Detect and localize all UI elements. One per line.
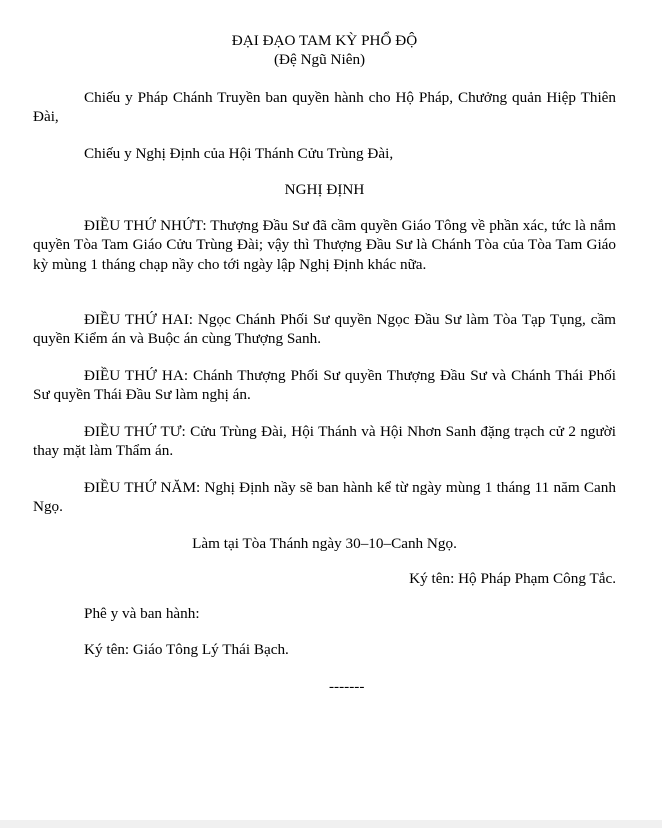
article-1: ĐIỀU THỨ NHỨT: Thượng Đầu Sư đã cầm quyền Giáo Tông về phần xác, tức là nắm quyền Tòa Tam Giáo Cửu Trùng Đài; vậy thì Thượng Đầu Sư là Chánh Tòa của Tòa Tam Giáo kỳ mùng 1 tháng chạp nầy cho tới ngày lập Nghị Định khác nữa. bbox=[33, 217, 616, 273]
signature-ho-phap: Ký tên: Hộ Pháp Phạm Công Tắc. bbox=[409, 570, 616, 587]
decree-heading: NGHỊ ĐỊNH bbox=[284, 181, 365, 198]
article-3: ĐIỀU THỨ HA: Chánh Thượng Phối Sư quyền Thượng Đầu Sư và Chánh Thái Phối Sư quyền Thái Đầu Sư làm nghị án. bbox=[33, 367, 616, 404]
article-2: ĐIỀU THỨ HAI: Ngọc Chánh Phối Sư quyền Ngọc Đầu Sư làm Tòa Tạp Tụng, cầm quyền Kiểm án và Buộc án cùng Thượng Sanh. bbox=[33, 311, 616, 348]
document-subtitle: (Đệ Ngũ Niên) bbox=[274, 51, 366, 68]
article-5: ĐIỀU THỨ NĂM: Nghị Định nầy sẽ ban hành kể từ ngày mùng 1 tháng 11 năm Canh Ngọ. bbox=[33, 479, 616, 516]
place-date: Làm tại Tòa Thánh ngày 30–10–Canh Ngọ. bbox=[192, 535, 457, 552]
article-4: ĐIỀU THỨ TƯ: Cửu Trùng Đài, Hội Thánh và Hội Nhơn Sanh đặng trạch cử 2 người thay mặt làm Thẩm án. bbox=[33, 423, 616, 460]
approval-line: Phê y và ban hành: bbox=[84, 605, 200, 622]
document-title: ĐẠI ĐẠO TAM KỲ PHỔ ĐỘ bbox=[231, 32, 418, 49]
end-separator: ------- bbox=[329, 678, 365, 695]
signature-giao-tong: Ký tên: Giáo Tông Lý Thái Bạch. bbox=[84, 641, 289, 658]
page-bottom-border bbox=[0, 820, 662, 828]
preamble-paragraph-2: Chiếu y Nghị Định của Hội Thánh Cửu Trùng Đài, bbox=[84, 145, 394, 162]
preamble-paragraph-1: Chiếu y Pháp Chánh Truyền ban quyền hành cho Hộ Pháp, Chưởng quản Hiệp Thiên Đài, bbox=[33, 89, 616, 126]
